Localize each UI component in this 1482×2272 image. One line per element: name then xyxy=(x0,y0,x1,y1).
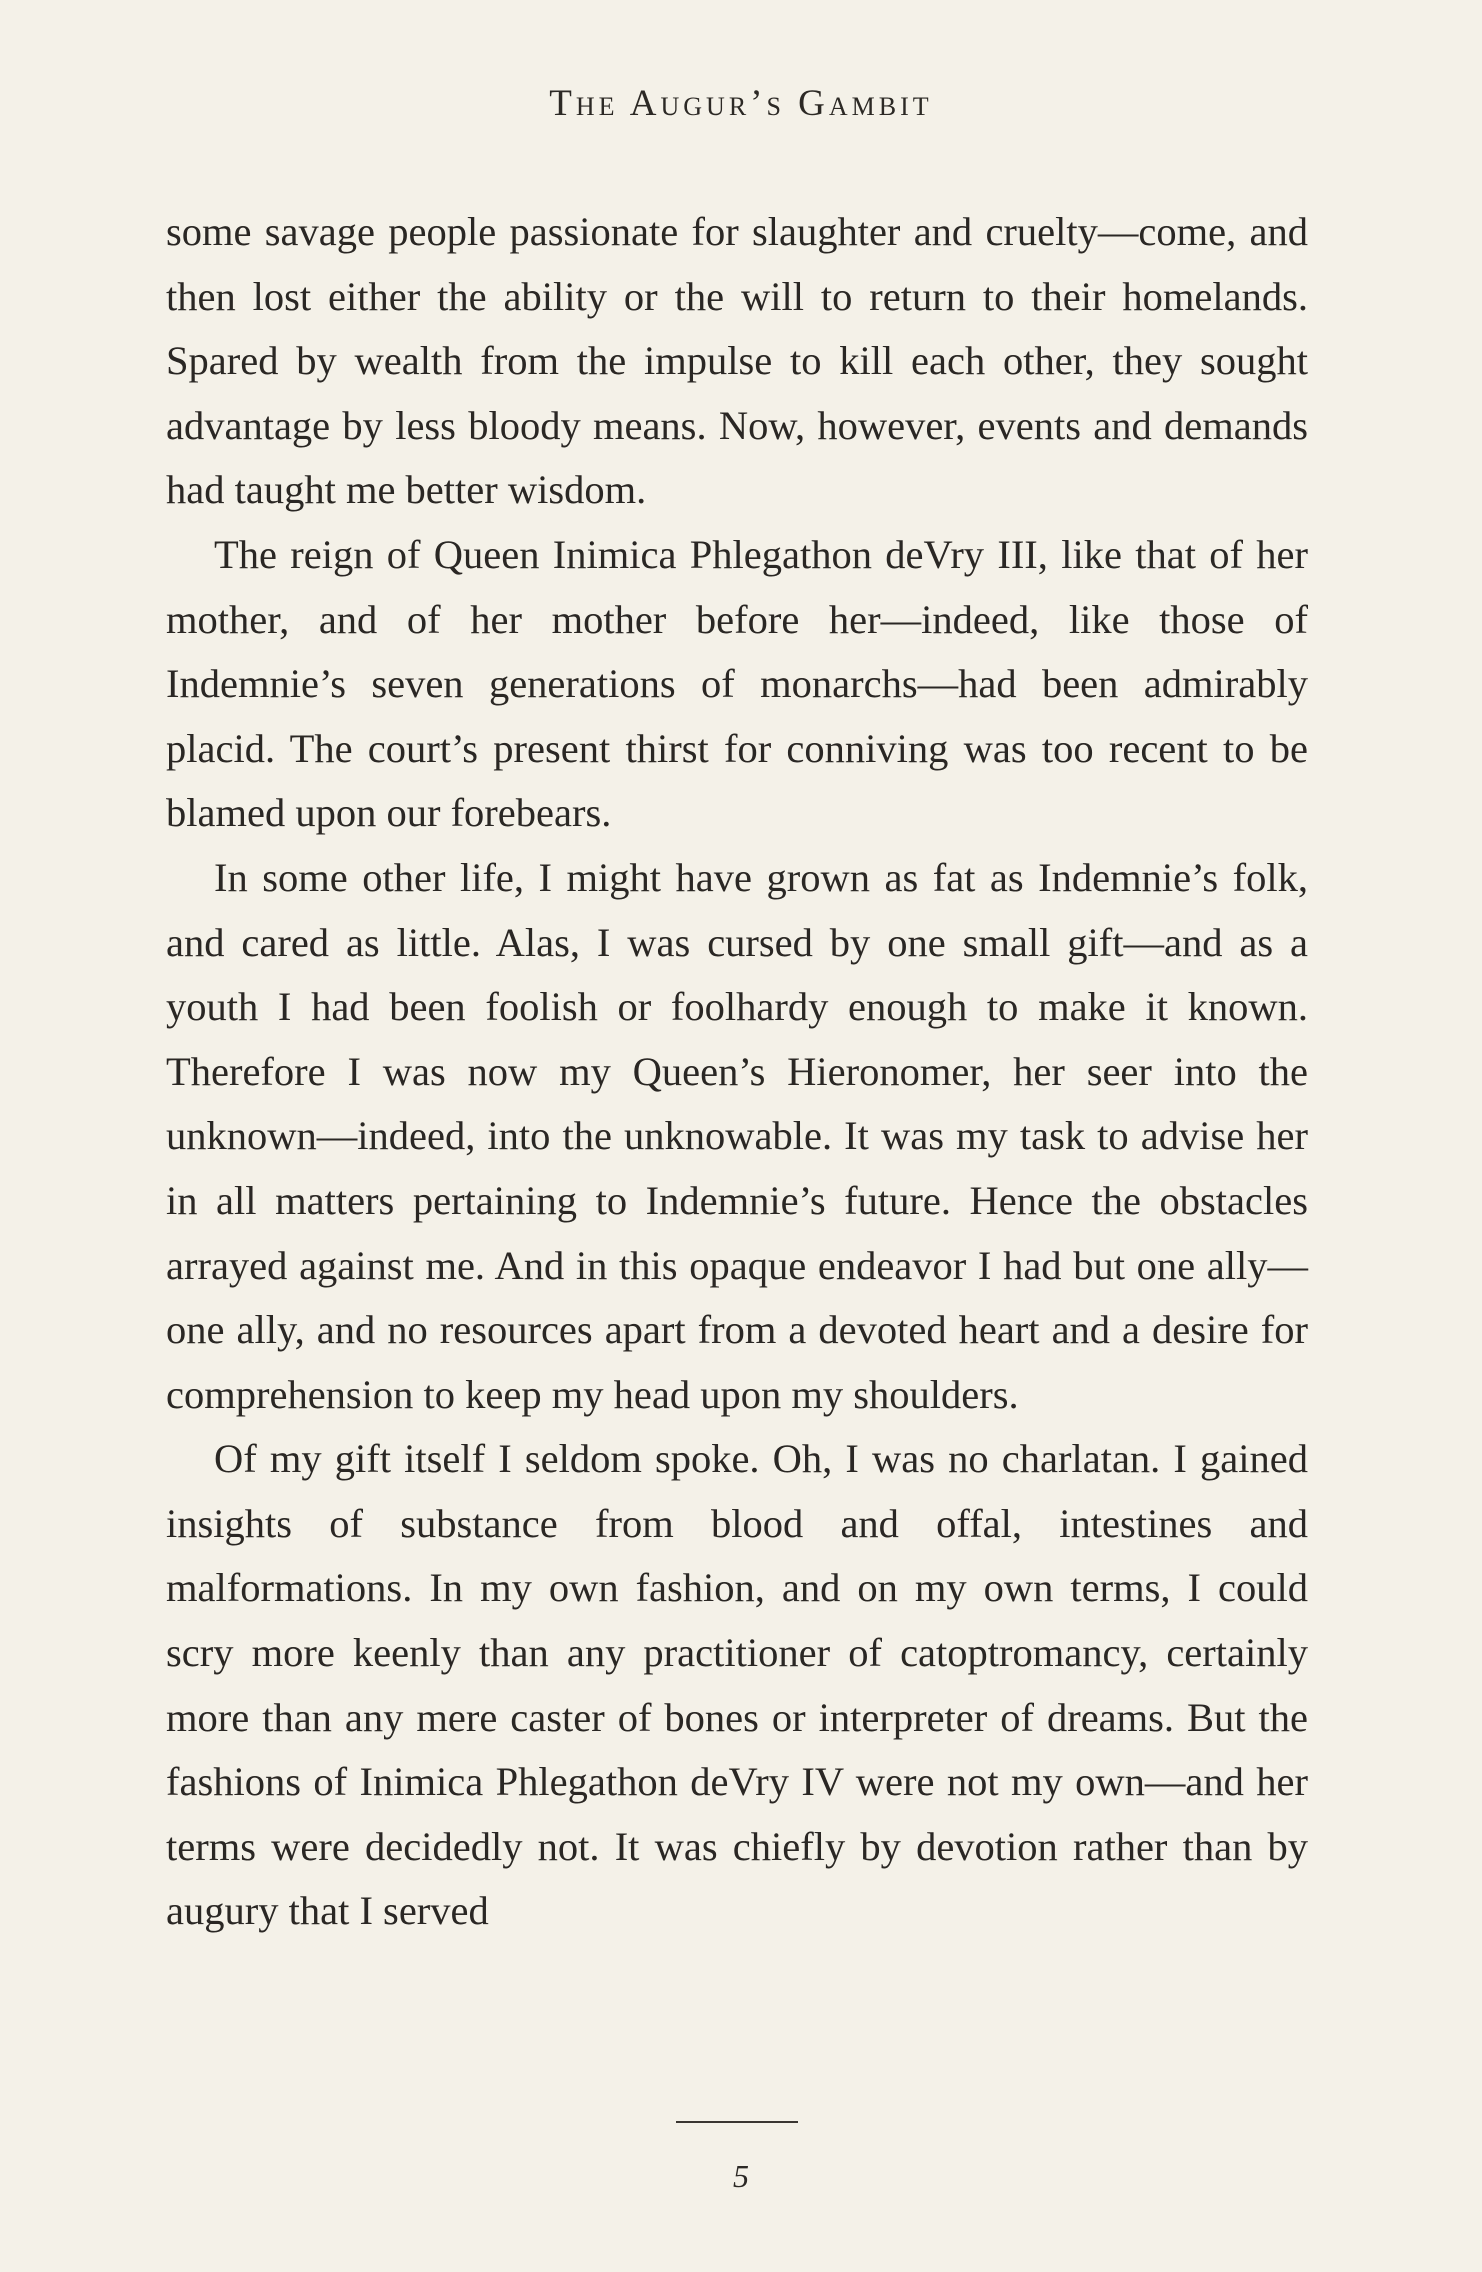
footer-rule xyxy=(676,2121,798,2123)
paragraph-4: Of my gift itself I seldom spoke. Oh, I was no charlatan. I gained insights of substance from blood and offal, intestines and malformations. In my own fashion, and on my own terms, I could scry more keenly than any practitioner of catoptromancy, certainly more than any mere caster of bones or interpreter of dreams. But the fashions of Inimica Phlegathon deVry IV were not my own—and her terms were decidedly not. It was chiefly by devotion rather than by augury that I served xyxy=(166,1436,1308,1934)
paragraph-1: some savage people passionate for slaughter and cruelty—come, and then lost either the ability or the will to return to their homelands. Spared by wealth from the impulse to kill each other, they sought advantage by less bloody means. Now, however, events and demands had taught me better wisdom. xyxy=(166,209,1308,513)
paragraph-2: The reign of Queen Inimica Phlegathon deVry III, like that of her mother, and of her mother before her—indeed, like those of Indemnie’s seven generations of monarchs—had been admirably placid. The court’s present thirst for conniving was too recent to be blamed upon our forebears. xyxy=(166,531,1308,836)
running-head: The Augur’s Gambit xyxy=(549,83,933,124)
body-text xyxy=(166,200,1308,1944)
page-number: 5 xyxy=(733,2158,749,2194)
paragraph-3: In some other life, I might have grown as fat as Indemnie’s folk, and cared as little. Alas, I was cursed by one small gift—and as a youth I had been foolish or foolhardy enough to make it known. Therefore I was now my Queen’s Hieronomer, her seer into the unknown—indeed, into the unknowable. It was my task to advise her in all matters pertaining to Indemnie’s future. Hence the obstacles arrayed against me. And in this opaque endeavor I had but one ally—one ally, and no resources apart from a devoted heart and a desire for comprehension to keep my head upon my shoulders. xyxy=(166,854,1308,1417)
